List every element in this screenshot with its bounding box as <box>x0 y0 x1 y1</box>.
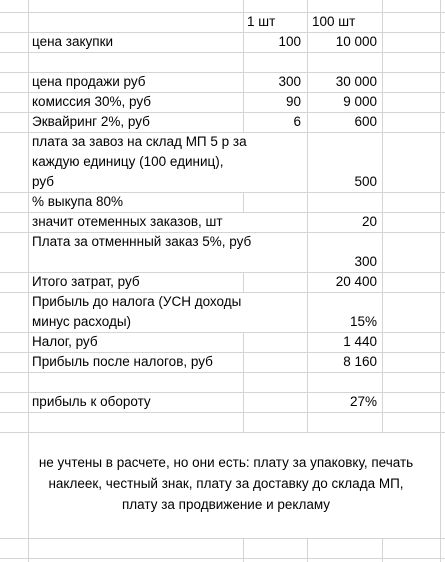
value-acquiring-100: 600 <box>354 114 377 129</box>
label-sale-price: цена продажи руб <box>32 74 146 89</box>
column-gridline <box>243 272 244 292</box>
column-gridline <box>440 0 441 562</box>
column-gridline <box>243 538 244 562</box>
row-gridline <box>0 558 445 559</box>
label-profit-before-tax: Прибыль до налога (УСН доходы минус расходы) <box>32 294 242 329</box>
column-gridline <box>28 0 29 562</box>
label-warehouse-fee: плата за завоз на склад МП 5 р за каждую единицу (100 единиц), руб <box>32 134 247 189</box>
value-commission-100: 9 000 <box>343 94 377 109</box>
value-profit-after-tax-100: 8 160 <box>343 354 377 369</box>
note-text: не учтены в расчете, но они есть: плату за упаковку, печать наклеек, честный знак, плату за доставку до склада МП, плату за продвижение и рекламу <box>38 455 414 512</box>
label-cancel-fee: Плата за отменнный заказ 5%, руб <box>32 234 252 249</box>
row-gridline <box>0 372 445 373</box>
value-acquiring-1: 6 <box>293 114 301 129</box>
value-cancelled-orders-100: 20 <box>361 214 377 229</box>
column-gridline <box>243 192 244 212</box>
value-sale-price-1: 300 <box>278 74 301 89</box>
column-gridline <box>307 538 308 562</box>
value-commission-1: 90 <box>285 94 301 109</box>
column-gridline <box>382 0 383 432</box>
header-1-unit: 1 шт <box>247 14 276 29</box>
column-gridline <box>382 538 383 562</box>
label-cancelled-orders: значит отеменных заказов, шт <box>32 214 223 229</box>
label-total-costs: Итого затрат, руб <box>32 274 140 289</box>
value-warehouse-fee-100: 500 <box>354 174 377 189</box>
value-purchase-price-1: 100 <box>278 34 301 49</box>
row-gridline <box>0 52 445 53</box>
value-turnover-profit: 27% <box>349 394 377 409</box>
value-tax-100: 1 440 <box>343 334 377 349</box>
value-cancel-fee-100: 300 <box>354 254 377 269</box>
header-100-units: 100 шт <box>312 14 356 29</box>
label-purchase-price: цена закупки <box>32 34 114 49</box>
label-tax: Налог, руб <box>32 334 98 349</box>
label-acquiring: Эквайринг 2%, руб <box>32 114 150 129</box>
row-gridline <box>0 412 445 413</box>
row-gridline <box>0 538 445 539</box>
label-profit-after-tax: Прибыль после налогов, руб <box>32 354 213 369</box>
value-purchase-price-100: 10 000 <box>335 34 377 49</box>
value-total-costs-100: 20 400 <box>335 274 377 289</box>
row-gridline <box>0 12 445 13</box>
label-turnover-profit: прибыль к обороту <box>32 394 151 409</box>
value-profit-before-tax: 15% <box>349 314 377 329</box>
label-buyout-rate: % выкупа 80% <box>32 194 124 209</box>
label-commission: комиссия 30%, руб <box>32 94 152 109</box>
value-sale-price-100: 30 000 <box>335 74 377 89</box>
row-gridline <box>0 432 445 433</box>
column-gridline <box>243 332 244 432</box>
